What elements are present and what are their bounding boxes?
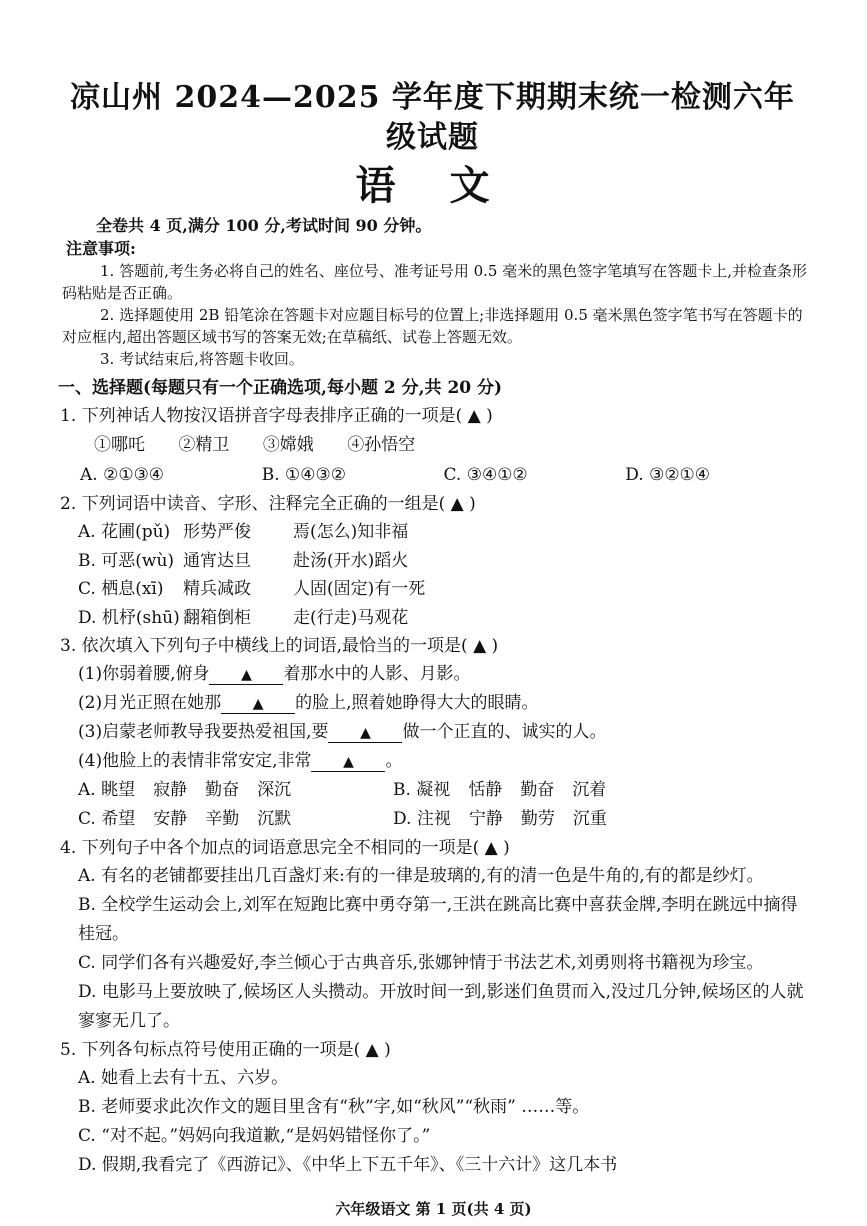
q2-cell: 焉(怎么)知非福 (293, 522, 409, 542)
q2-option-a (58, 518, 807, 547)
q2-cell: 通宵达旦 (183, 550, 251, 571)
question-1-stem: 1. 下列神话人物按汉语拼音字母表排序正确的一项是( ▲ ) (60, 406, 493, 426)
question-5-stem: 5. 下列各句标点符号使用正确的一项是( ▲ ) (60, 1040, 391, 1060)
q3-option-word: 辛勤 (205, 809, 240, 829)
q3-option-word: 勤奋 (205, 780, 240, 800)
q2-cell: A. 花圃(pǔ) (78, 522, 171, 542)
q2-option-b (58, 547, 807, 576)
q3-option-word: 寂静 (153, 780, 188, 800)
q4-option-d: D. 电影马上要放映了,候场区人头攒动。开放时间一到,影迷们鱼贯而入,没过几分钟,候场区的人就寥寥无几了。 (78, 982, 804, 1031)
q3-sentence-3 (58, 718, 807, 747)
q2-option-d (58, 604, 807, 633)
q4-option-b: B. 全校学生运动会上,刘军在短跑比赛中勇夺第一,王洪在跳高比赛中喜获金牌,李明在跳远中摘得桂冠。 (78, 895, 798, 944)
notice-item-3: 3. 考试结束后,将答题卡收回。 (100, 350, 304, 368)
q3-sentence-4 (58, 747, 807, 776)
q3-text: 的脸上,照着她睁得大大的眼睛。 (295, 693, 539, 713)
q3-sentence-2 (58, 689, 807, 718)
question-1-options (58, 460, 807, 490)
answer-blank: ▲ (328, 724, 402, 743)
answer-blank: ▲ (209, 666, 283, 685)
q3-text: 着那水中的人影、月影。 (283, 664, 471, 684)
q1-option-c: C. ③④①② (443, 465, 528, 485)
q3-text: 。 (385, 751, 403, 771)
q5-option-c: C. “对不起。”妈妈向我道歉,“是妈妈错怪你了。” (78, 1126, 431, 1146)
q3-option-word: B. 凝视 (393, 780, 451, 800)
q3-option-word: 恬静 (468, 780, 503, 800)
q1-item: ③嫦娥 (262, 435, 314, 455)
question-2-stem: 2. 下列词语中读音、字形、注释完全正确的一组是( ▲ ) (60, 494, 476, 514)
q3-options-row-1 (58, 776, 807, 805)
q3-text: (3)启蒙老师教导我要热爱祖国,要 (78, 722, 329, 742)
answer-blank: ▲ (311, 753, 385, 772)
q1-option-b: B. ①④③② (261, 465, 347, 485)
q4-option-c: C. 同学们各有兴趣爱好,李兰倾心于古典音乐,张娜钟情于书法艺术,刘勇则将书籍视为珍宝。 (78, 953, 764, 973)
q3-option-word: 沉着 (572, 780, 607, 800)
q3-option-word: D. 注视 (393, 809, 451, 829)
q1-item: ①哪吒 (94, 435, 145, 455)
q2-cell: C. 栖息(xī) (78, 579, 164, 599)
q5-option-b: B. 老师要求此次作文的题目里含有“秋”字,如“秋风”“秋雨” ……等。 (78, 1097, 590, 1117)
q3-text: (1)你弱着腰,俯身 (78, 664, 210, 684)
q3-option-word: 安静 (153, 809, 188, 829)
q1-option-a: A. ②①③④ (80, 465, 165, 485)
q2-option-c (58, 575, 807, 604)
q2-cell: D. 机杼(shū) (78, 607, 180, 628)
q3-option-word: 勤奋 (520, 780, 555, 800)
q3-text: (2)月光正照在她那 (78, 693, 222, 713)
q2-cell: 形势严俊 (183, 522, 251, 542)
exam-info: 全卷共 4 页,满分 100 分,考试时间 90 分钟。 (96, 216, 432, 235)
q5-option-d: D. 假期,我看完了《西游记》、《中华上下五千年》、《三十六计》这几本书 (78, 1155, 618, 1175)
section-heading: 一、选择题(每题只有一个正确选项,每小题 2 分,共 20 分) (58, 378, 503, 398)
subject-title: 语 文 (355, 162, 510, 209)
q3-option-word: 勤劳 (520, 809, 555, 829)
q1-item: ②精卫 (178, 435, 230, 455)
q3-text: 做一个正直的、诚实的人。 (402, 722, 607, 742)
question-1-items (58, 430, 807, 460)
question-3-stem: 3. 依次填入下列句子中横线上的词语,最恰当的一项是( ▲ ) (60, 636, 499, 656)
q2-cell: 赴汤(开水)蹈火 (293, 550, 409, 571)
exam-title: 凉山州 2024—2025 学年度下期期末统一检测六年级试题 (70, 80, 795, 155)
question-4-stem: 4. 下列句子中各个加点的词语意思完全不相同的一项是( ▲ ) (60, 838, 510, 858)
answer-blank: ▲ (221, 695, 295, 714)
q3-option-word: 沉重 (572, 809, 607, 829)
q3-option-word: 宁静 (468, 809, 503, 829)
notice-item-2: 2. 选择题使用 2B 铅笔涂在答题卡对应题目标号的位置上;非选择题用 0.5 毫米黑色签字笔书写在答题卡的对应框内,超出答题区域书写的答案无效;在草稿纸、试卷上答题无效。 (62, 306, 803, 346)
notice-item-1: 1. 答题前,考生务必将自己的姓名、座位号、准考证号用 0.5 毫米的黑色签字笔填写在答题卡上,并检查条形码粘贴是否正确。 (62, 262, 808, 302)
q3-option-word: A. 眺望 (78, 780, 136, 800)
q3-option-word: 深沉 (257, 780, 292, 800)
q2-cell: 翻箱倒柜 (183, 607, 251, 628)
q4-option-a: A. 有名的老铺都要挂出几百盏灯来:有的一律是玻璃的,有的清一色是牛角的,有的都是纱灯。 (78, 866, 764, 886)
q1-item: ④孙悟空 (347, 435, 416, 455)
q2-cell: 人固(固定)有一死 (293, 579, 426, 599)
q3-options-row-2 (58, 805, 807, 834)
page-footer: 六年级语文 第 1 页(共 4 页) (335, 1200, 532, 1218)
q3-option-word: C. 希望 (78, 809, 136, 829)
q2-cell: 走(行走)马观花 (293, 607, 409, 628)
q2-cell: B. 可恶(wù) (78, 550, 175, 571)
q3-sentence-1 (58, 660, 807, 689)
q3-option-word: 沉默 (257, 809, 292, 829)
q2-cell: 精兵减政 (183, 579, 251, 599)
notice-title: 注意事项: (66, 239, 136, 258)
q3-text: (4)他脸上的表情非常安定,非常 (78, 751, 312, 771)
q5-option-a: A. 她看上去有十五、六岁。 (78, 1068, 289, 1088)
q1-option-d: D. ③②①④ (625, 465, 711, 485)
